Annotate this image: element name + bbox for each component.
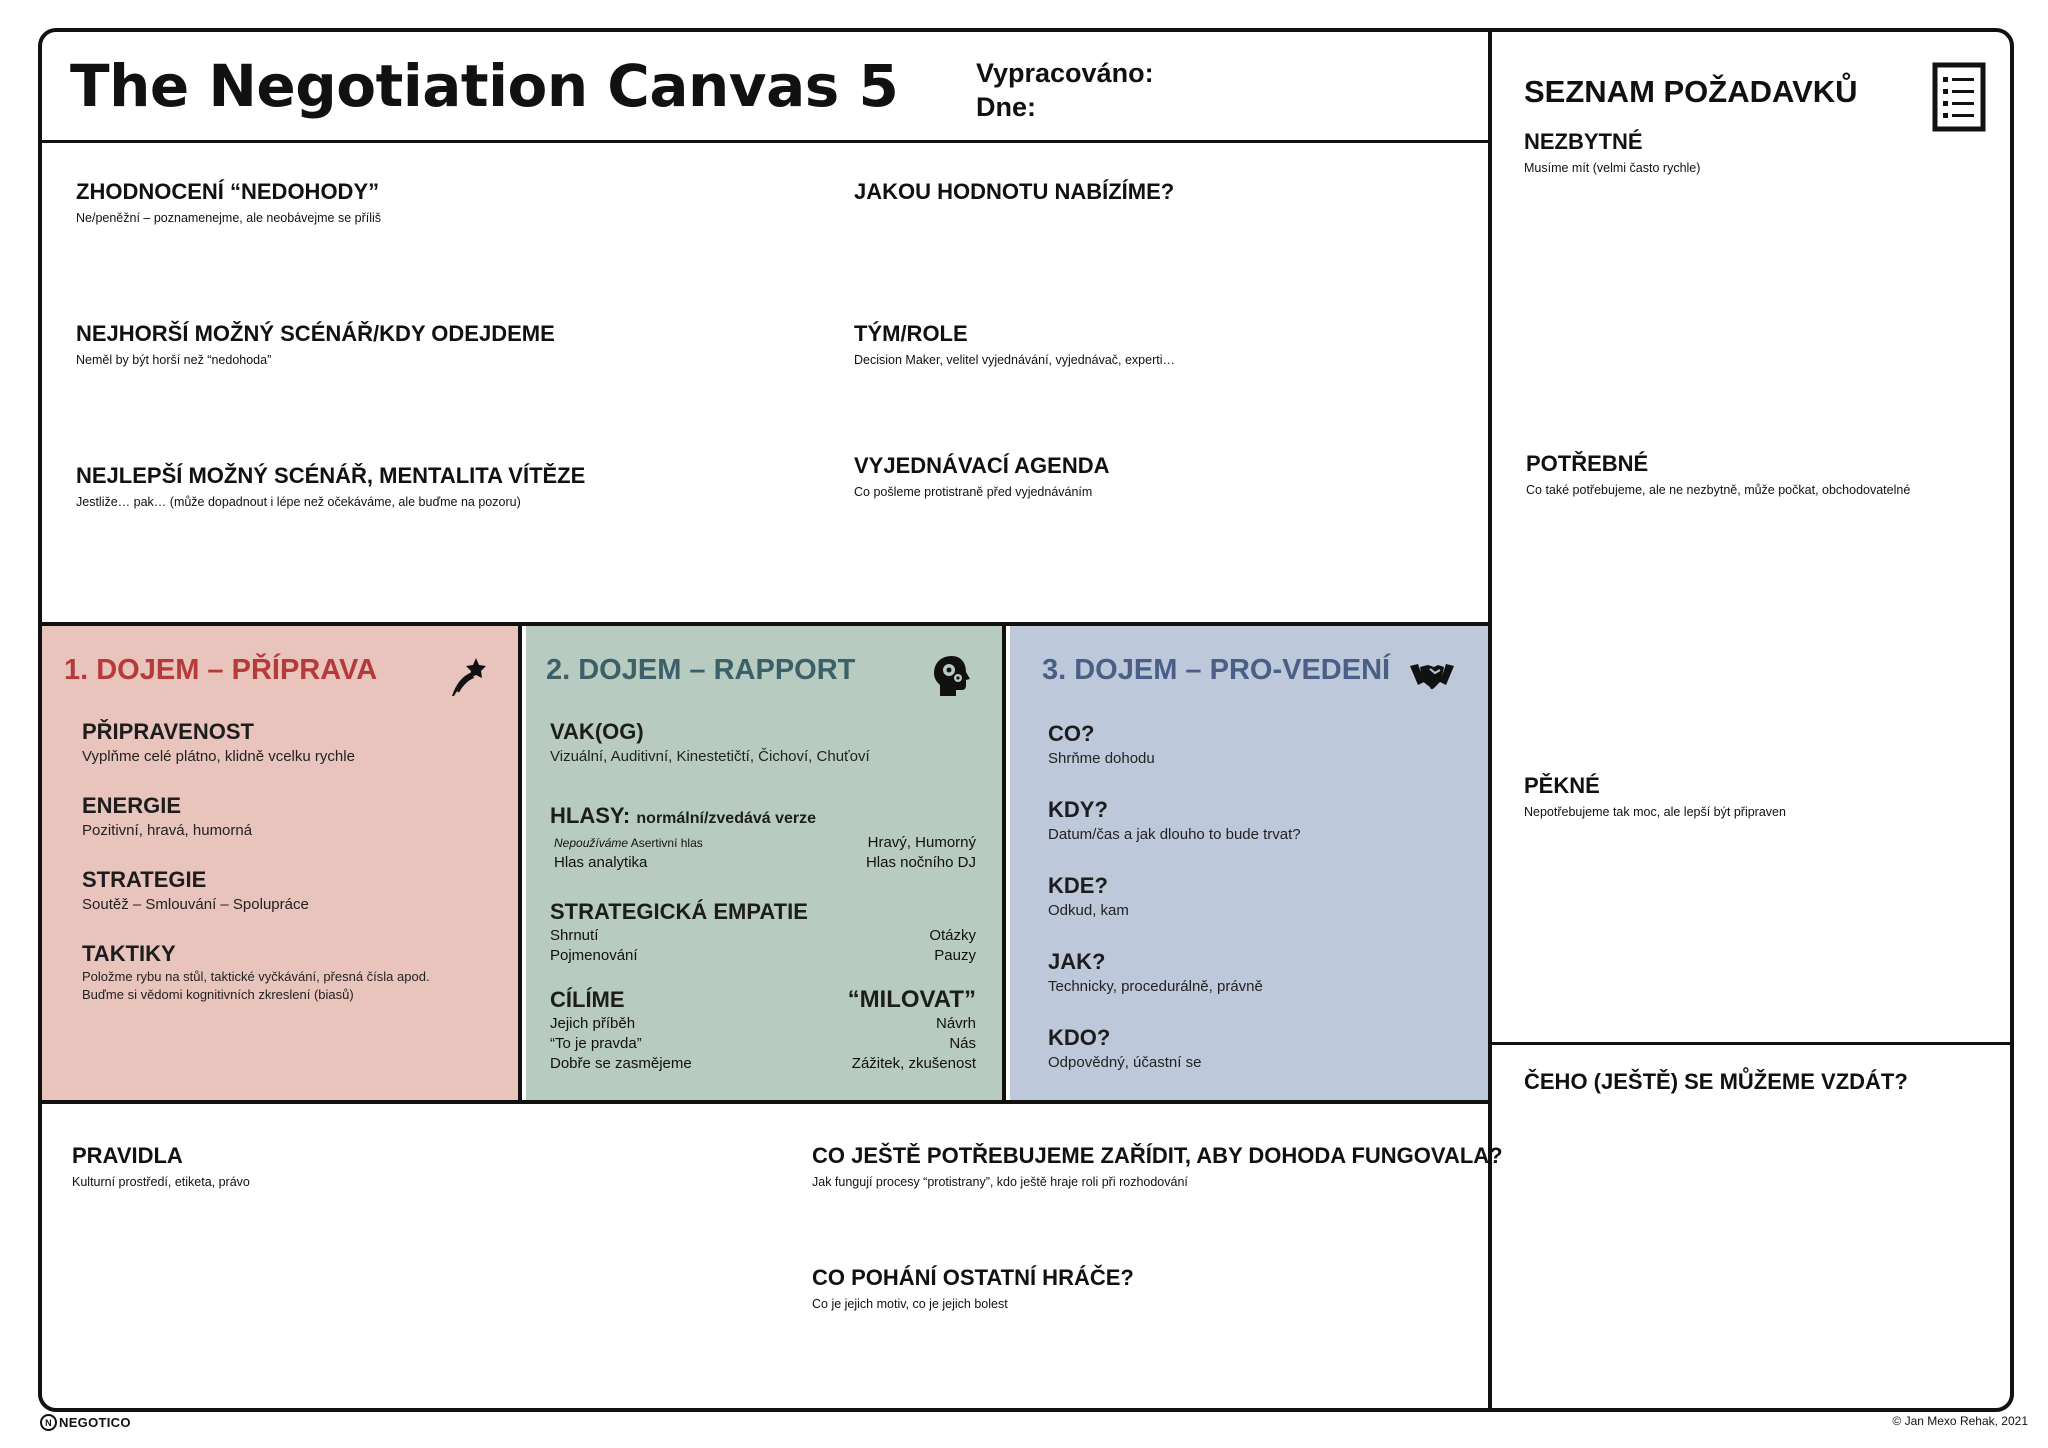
hlasy-title: HLASY: xyxy=(550,803,631,828)
section-subtitle: Musíme mít (velmi často rychle) xyxy=(1524,161,1701,175)
cilime-row-3: Dobře se zasmějeme Zážitek, zkušenost xyxy=(550,1055,976,1072)
item-title: JAK? xyxy=(1048,949,1106,974)
section-subtitle: Co je jejich motiv, co je jejich bolest xyxy=(812,1297,1008,1311)
item-title: STRATEGIE xyxy=(82,867,207,892)
shooting-star-icon xyxy=(446,652,494,700)
item-text: Vizuální, Auditivní, Kinestetičtí, Čichoví, Chuťoví xyxy=(550,748,870,765)
item-text: Vyplňme celé plátno, klidně vcelku rychle xyxy=(82,748,355,765)
item-co xyxy=(1048,720,1458,769)
item-taktiky xyxy=(82,940,488,1004)
item-text: Soutěž – Smlouvání – Spolupráce xyxy=(82,896,309,913)
section-value-offer[interactable] xyxy=(854,178,1174,206)
item-title: CO? xyxy=(1048,721,1095,746)
section-nedohoda[interactable] xyxy=(76,178,381,226)
checklist-icon xyxy=(1932,62,1986,132)
requirements-title xyxy=(1524,72,1858,112)
divider-bottom-boxes xyxy=(42,1100,1490,1104)
page-title: The Negotiation Canvas 5 xyxy=(70,52,899,120)
box-title: 1. DOJEM – PŘÍPRAVA xyxy=(64,654,378,686)
date-label: Dne: xyxy=(976,92,1036,122)
section-pravidla[interactable] xyxy=(72,1142,250,1190)
handshake-icon xyxy=(1408,652,1456,700)
box-title: 3. DOJEM – PRO-VEDENÍ xyxy=(1042,654,1391,686)
header-meta xyxy=(976,56,1154,124)
hlasy-right-2: Hlas nočního DJ xyxy=(865,854,976,871)
head-gears-icon xyxy=(928,652,976,700)
item-strategie xyxy=(82,866,488,915)
hlasy-title-suffix: normální/zvedává verze xyxy=(636,810,817,827)
negotiation-canvas xyxy=(38,28,2014,1412)
section-best-scenario[interactable] xyxy=(76,462,585,510)
item-text: Pozitivní, hravá, humorná xyxy=(82,822,253,839)
item-vak xyxy=(550,718,976,767)
hlasy-right-1: Hravý, Humorný xyxy=(867,834,976,851)
section-title: PRAVIDLA xyxy=(72,1143,183,1168)
item-jak xyxy=(1048,948,1458,997)
negotico-logo-icon: N xyxy=(40,1414,57,1431)
box-dojem-rapport[interactable] xyxy=(526,626,1006,1100)
item-title: KDE? xyxy=(1048,873,1108,898)
empatie-row-2: Pojmenování Pauzy xyxy=(550,947,976,964)
copyright: © Jan Mexo Rehak, 2021 xyxy=(1892,1414,2028,1428)
section-subtitle: Decision Maker, velitel vyjednávání, vyjednávač, experti… xyxy=(854,353,1175,367)
footer-brand xyxy=(40,1414,131,1431)
section-potrebne[interactable] xyxy=(1526,450,1910,498)
section-zaridit[interactable] xyxy=(812,1142,1503,1190)
section-title: TÝM/ROLE xyxy=(854,321,968,346)
item-text: Odkud, kam xyxy=(1048,902,1129,919)
section-subtitle: Co pošleme protistraně před vyjednáváním xyxy=(854,485,1093,499)
item-text-2: Buďme si vědomi kognitivních zkreslení (biasů) xyxy=(82,987,354,1002)
section-title: NEZBYTNÉ xyxy=(1524,129,1643,154)
section-subtitle: Jak fungují procesy “protistrany”, kdo ještě hraje roli při rozhodování xyxy=(812,1175,1188,1189)
item-title-right: “MILOVAT” xyxy=(847,986,976,1013)
section-title: ZHODNOCENÍ “NEDOHODY” xyxy=(76,179,380,204)
item-kdy xyxy=(1048,796,1458,845)
item-title: CÍLÍME xyxy=(550,987,625,1012)
item-title: KDO? xyxy=(1048,1025,1111,1050)
item-text: Položme rybu na stůl, taktické vyčkávání, přesná čísla apod. xyxy=(82,969,430,984)
section-subtitle: Nepotřebujeme tak moc, ale lepší být připraven xyxy=(1524,805,1786,819)
item-pripravenost xyxy=(82,718,488,767)
brand-name: NEGOTICO xyxy=(59,1415,131,1430)
section-subtitle: Neměl by být horší než “nedohoda” xyxy=(76,353,272,367)
box-dojem-provedeni[interactable] xyxy=(1010,626,1488,1100)
section-title: POTŘEBNÉ xyxy=(1526,451,1649,476)
item-energie xyxy=(82,792,488,841)
item-title: TAKTIKY xyxy=(82,941,176,966)
section-pohani[interactable] xyxy=(812,1264,1134,1312)
item-hlasy xyxy=(550,802,976,873)
item-text: Odpovědný, účastní se xyxy=(1048,1054,1202,1071)
item-title xyxy=(550,802,976,833)
item-title: STRATEGICKÁ EMPATIE xyxy=(550,899,808,924)
hlasy-row-1 xyxy=(550,833,976,853)
item-title: PŘIPRAVENOST xyxy=(82,719,254,744)
divider-right-bottom xyxy=(1490,1042,2014,1045)
hlasy-row-2 xyxy=(550,853,976,873)
cilime-row-2: “To je pravda” Nás xyxy=(550,1035,976,1052)
item-kdo xyxy=(1048,1024,1458,1073)
section-title: NEJLEPŠÍ MOŽNÝ SCÉNÁŘ, MENTALITA VÍTĚZE xyxy=(76,463,586,488)
section-team-roles[interactable] xyxy=(854,320,1175,368)
section-pekne[interactable] xyxy=(1524,772,1786,820)
item-text: Datum/čas a jak dlouho to bude trvat? xyxy=(1048,826,1301,843)
item-title: KDY? xyxy=(1048,797,1108,822)
section-title: CO JEŠTĚ POTŘEBUJEME ZAŘÍDIT, ABY DOHODA FUNGOVALA? xyxy=(812,1143,1503,1168)
item-title: ENERGIE xyxy=(82,793,182,818)
section-subtitle: Ne/peněžní – poznamenejme, ale neobávejme se příliš xyxy=(76,211,382,225)
section-agenda[interactable] xyxy=(854,452,1109,500)
box-title: 2. DOJEM – RAPPORT xyxy=(546,654,856,686)
item-text: Technicky, procedurálně, právně xyxy=(1048,978,1263,995)
hlasy-left-2: Hlas analytika xyxy=(554,854,648,871)
section-title: SEZNAM POŽADAVKŮ xyxy=(1524,74,1858,109)
section-subtitle: Jestliže… pak… (může dopadnout i lépe než očekáváme, ale buďme na pozoru) xyxy=(76,495,521,509)
hlasy-note: Nepoužíváme Asertivní hlas xyxy=(554,836,703,850)
section-nezbytne[interactable] xyxy=(1524,128,1700,176)
section-title: VYJEDNÁVACÍ AGENDA xyxy=(854,453,1110,478)
item-kde xyxy=(1048,872,1458,921)
section-title: ČEHO (JEŠTĚ) SE MŮŽEME VZDÁT? xyxy=(1524,1069,1908,1094)
item-strategicka-empatie xyxy=(550,898,976,966)
section-title: JAKOU HODNOTU NABÍZÍME? xyxy=(854,179,1175,204)
divider-header xyxy=(42,140,1490,143)
section-title: PĚKNÉ xyxy=(1524,773,1600,798)
section-subtitle: Co také potřebujeme, ale ne nezbytně, může počkat, obchodovatelné xyxy=(1526,483,1911,497)
cilime-header xyxy=(550,986,976,1014)
divider-right-column xyxy=(1488,32,1492,1412)
prepared-by-label: Vypracováno: xyxy=(976,58,1154,88)
cilime-row-1: Jejich příběh Návrh xyxy=(550,1015,976,1032)
item-cilime xyxy=(550,986,976,1074)
section-vzdat[interactable] xyxy=(1524,1068,1908,1096)
box-dojem-priprava[interactable] xyxy=(42,626,522,1100)
section-worst-scenario[interactable] xyxy=(76,320,555,368)
section-subtitle: Kulturní prostředí, etiketa, právo xyxy=(72,1175,250,1189)
section-title: NEJHORŠÍ MOŽNÝ SCÉNÁŘ/KDY ODEJDEME xyxy=(76,321,555,346)
item-title: VAK(OG) xyxy=(550,719,644,744)
section-title: CO POHÁNÍ OSTATNÍ HRÁČE? xyxy=(812,1265,1134,1290)
item-text: Shrňme dohodu xyxy=(1048,750,1155,767)
empatie-row-1: Shrnutí Otázky xyxy=(550,927,976,944)
